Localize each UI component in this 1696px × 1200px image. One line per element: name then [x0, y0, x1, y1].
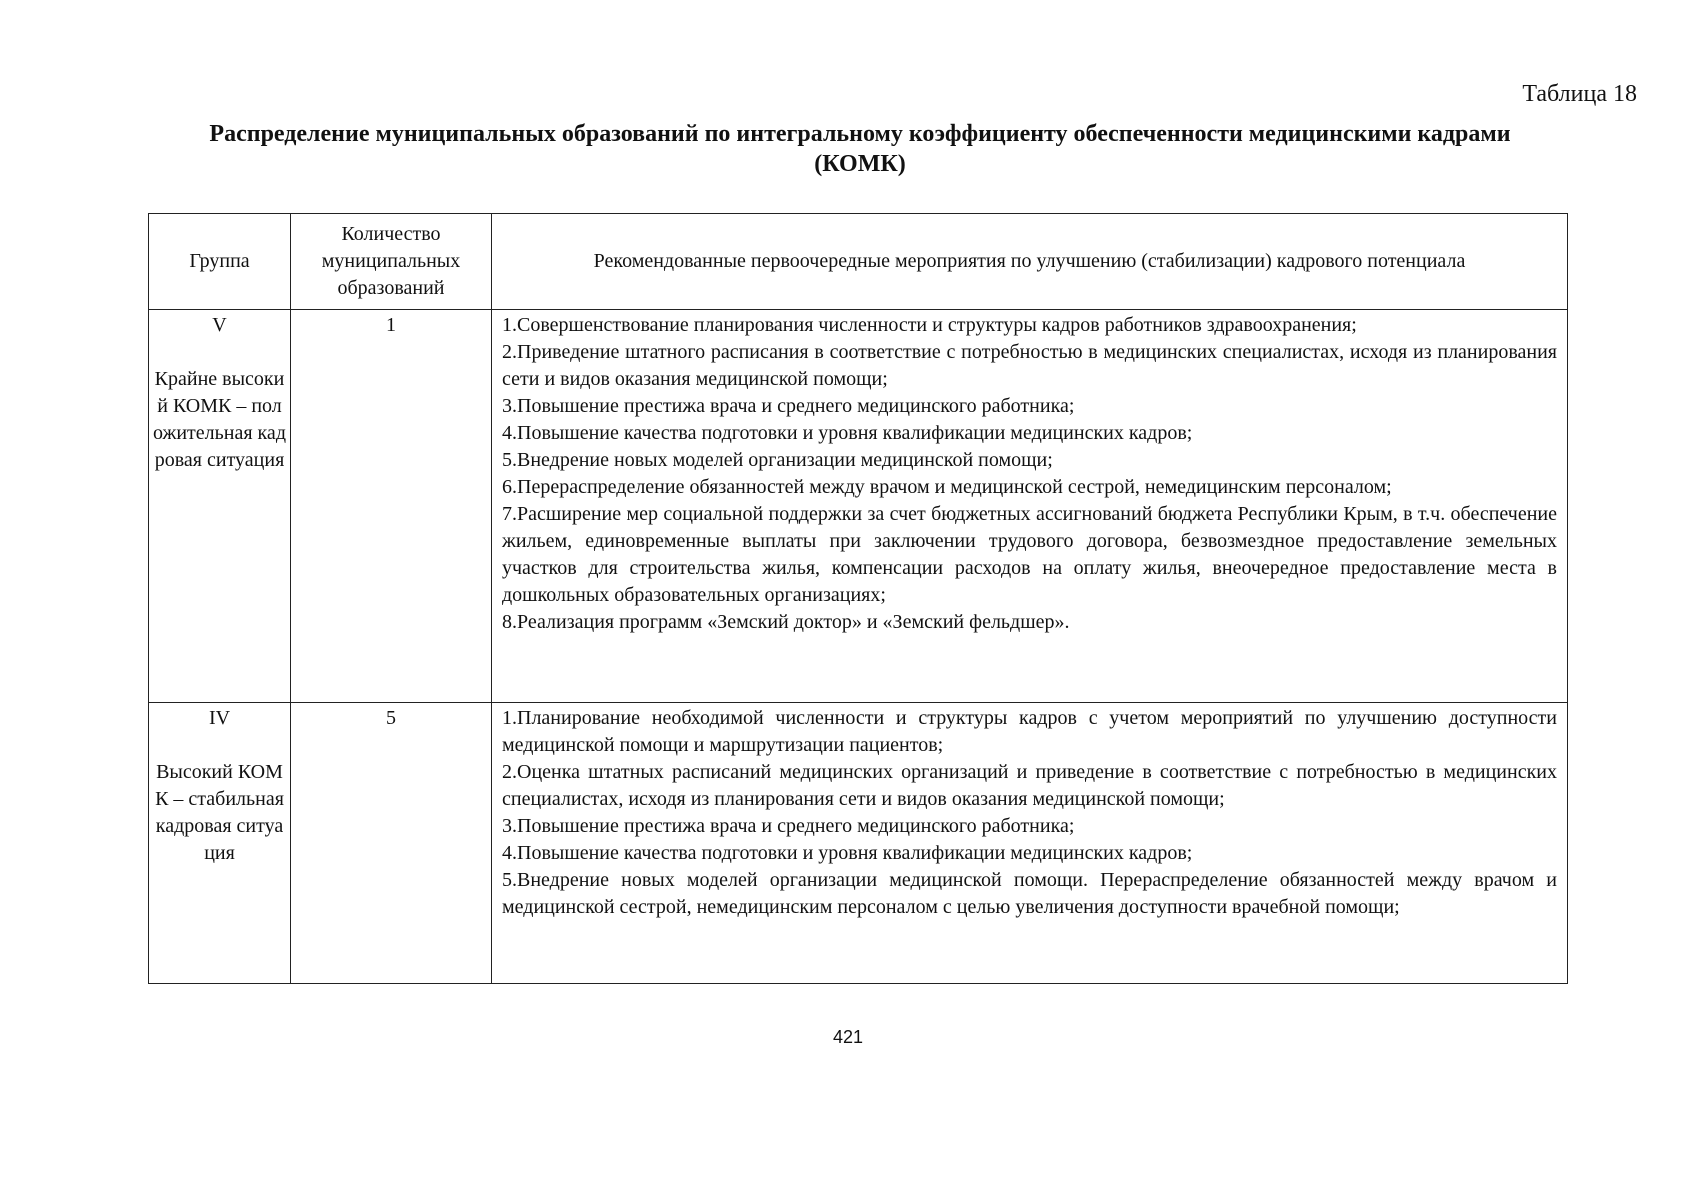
table-row — [149, 703, 1568, 984]
measure-item: 5.Внедрение новых моделей организации медицинской помощи; — [502, 449, 1053, 471]
page-number: 421 — [832, 1027, 864, 1047]
group-cell — [149, 310, 291, 703]
group-code: V — [212, 314, 227, 336]
group-name: Крайне высокий КОМК – положительная кадровая ситуация — [153, 368, 286, 471]
header-count: Количество муниципальных образований — [291, 214, 492, 310]
group-cell — [149, 703, 291, 984]
measure-item: 5.Внедрение новых моделей организации медицинской помощи. Перераспределение обязанностей между врачом и медицинской сестрой, немедицинским персоналом с целью увеличения доступности врачебной помощи; — [502, 869, 1557, 918]
count-cell: 5 — [291, 703, 492, 984]
measures-cell — [492, 310, 1568, 703]
measure-item: 4.Повышение качества подготовки и уровня квалификации медицинских кадров; — [502, 842, 1193, 864]
header-group: Группа — [149, 214, 291, 310]
measures-list — [502, 312, 1557, 636]
count-cell: 1 — [291, 310, 492, 703]
measure-item: 2.Оценка штатных расписаний медицинских организаций и приведение в соответствие с потребностью в медицинских специалистах, исходя из планирования сети и видов оказания медицинской помощи; — [502, 761, 1557, 810]
measure-item: 1.Совершенствование планирования численности и структуры кадров работников здравоохранения; — [502, 314, 1357, 336]
komk-table — [148, 213, 1568, 984]
table-row — [149, 310, 1568, 703]
measure-item: 6.Перераспределение обязанностей между врачом и медицинской сестрой, немедицинским персоналом; — [502, 476, 1392, 498]
measure-item: 2.Приведение штатного расписания в соответствие с потребностью в медицинских специалистах, исходя из планирования сети и видов оказания медицинской помощи; — [502, 341, 1557, 390]
measure-item: 7.Расширение мер социальной поддержки за счет бюджетных ассигнований бюджета Республики Крым, в т.ч. обеспечение жильем, единовременные выплаты при заключении трудового договора, безвозмездное предоставление земельных участков для строительства жилья, компенсации расходов на оплату жилья, внеочередное предоставление места в дошкольных образовательных организациях; — [502, 503, 1557, 606]
measure-item: 3.Повышение престижа врача и среднего медицинского работника; — [502, 815, 1075, 837]
measures-list — [502, 705, 1557, 921]
measures-cell — [492, 703, 1568, 984]
table-title-line-1: Распределение муниципальных образований по интегральному коэффициенту обеспеченности медицинскими кадрами — [209, 121, 1511, 147]
group-name: Высокий КОМК – стабильная кадровая ситуация — [155, 761, 284, 864]
measure-item: 1.Планирование необходимой численности и структуры кадров с учетом мероприятий по улучшению доступности медицинской помощи и маршрутизации пациентов; — [502, 707, 1557, 756]
group-code: IV — [208, 707, 231, 729]
table-title-line-2: (КОМК) — [814, 151, 906, 177]
table-title — [80, 119, 1640, 179]
measure-item: 8.Реализация программ «Земский доктор» и «Земский фельдшер». — [502, 611, 1070, 633]
measure-item: 3.Повышение престижа врача и среднего медицинского работника; — [502, 395, 1075, 417]
measure-item: 4.Повышение качества подготовки и уровня квалификации медицинских кадров; — [502, 422, 1193, 444]
header-measures: Рекомендованные первоочередные мероприятия по улучшению (стабилизации) кадрового потенциала — [492, 214, 1568, 310]
table-header-row — [149, 214, 1568, 310]
table-label: Таблица 18 — [1522, 81, 1637, 107]
